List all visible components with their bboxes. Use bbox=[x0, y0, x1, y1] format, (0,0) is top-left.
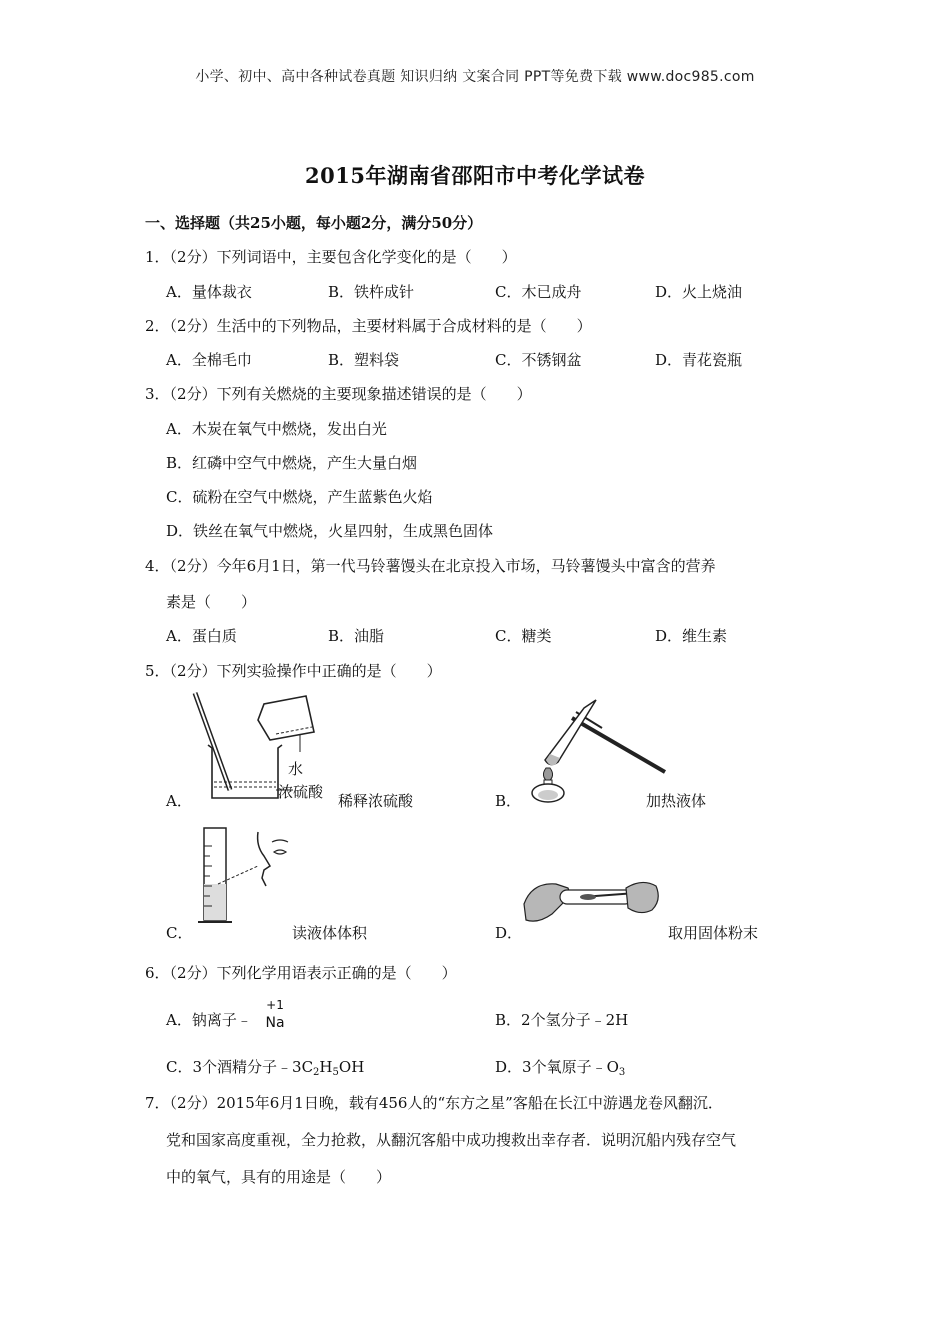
q6-option-a: A．钠离子﹣ bbox=[166, 1011, 252, 1029]
q4-stem-line1: 4．（2分）今年6月1日，第一代马铃薯馒头在北京投入市场，马铃薯馒头中富含的营养 bbox=[145, 557, 716, 575]
page-title: 2015年湖南省邵阳市中考化学试卷 bbox=[305, 163, 645, 188]
q5-option-a-letter: A． bbox=[166, 792, 192, 810]
acid-label: 浓硫酸 bbox=[278, 783, 324, 801]
q3-option-d: D．铁丝在氧气中燃烧，火星四射，生成黑色固体 bbox=[166, 522, 494, 540]
powder-figure bbox=[522, 874, 662, 930]
q5-option-c-caption: 读液体体积 bbox=[292, 924, 368, 942]
water-label: 水 bbox=[288, 760, 304, 778]
sodium-symbol: Na bbox=[265, 1015, 285, 1031]
q2-option-d: D．青花瓷瓶 bbox=[655, 351, 743, 369]
sodium-charge: +1 bbox=[266, 998, 284, 1012]
q2-option-b: B．塑料袋 bbox=[328, 351, 400, 369]
q3-option-c: C．硫粉在空气中燃烧，产生蓝紫色火焰 bbox=[166, 488, 433, 506]
q4-option-a: A．蛋白质 bbox=[166, 627, 237, 645]
q4-option-b: B．油脂 bbox=[328, 627, 385, 645]
q7-stem-line1: 7．（2分）2015年6月1日晚，载有456人的“东方之星”客船在长江中游遇龙卷风翻沉． bbox=[145, 1094, 723, 1112]
q2-option-a: A．全棉毛巾 bbox=[166, 351, 252, 369]
q6-stem: 6．（2分）下列化学用语表示正确的是（ ） bbox=[145, 964, 457, 982]
q3-option-b: B．红磷中空气中燃烧，产生大量白烟 bbox=[166, 454, 418, 472]
q4-stem-line2: 素是（ ） bbox=[166, 593, 257, 611]
q3-option-a: A．木炭在氧气中燃烧，发出白光 bbox=[166, 420, 387, 438]
q6-option-c: C．3个酒精分子$﹣3C_2H_5OH$ bbox=[166, 1058, 365, 1078]
q5-option-a-caption: 稀释浓硫酸 bbox=[338, 792, 414, 810]
q1-stem: 1．（2分）下列词语中，主要包含化学变化的是（ ） bbox=[145, 248, 517, 266]
q5-option-c-letter: C． bbox=[166, 924, 193, 942]
q2-option-c: C．不锈钢盆 bbox=[495, 351, 582, 369]
q5-option-d-letter: D． bbox=[495, 924, 523, 942]
q1-option-a: A．量体裁衣 bbox=[166, 283, 252, 301]
q5-option-d-caption: 取用固体粉末 bbox=[668, 924, 759, 942]
q5-option-b-letter: B． bbox=[495, 792, 522, 810]
q1-option-b: B．铁杵成针 bbox=[328, 283, 415, 301]
section-heading: 一、选择题（共25小题，每小题2分，满分50分） bbox=[145, 214, 483, 232]
page-header: 小学、初中、高中各种试卷真题 知识归纳 文案合同 PPT等免费下载 www.doc985.com bbox=[195, 69, 755, 85]
q3-stem: 3．（2分）下列有关燃烧的主要现象描述错误的是（ ） bbox=[145, 385, 532, 403]
q4-option-c: C．糖类 bbox=[495, 627, 552, 645]
q1-option-c: C．木已成舟 bbox=[495, 283, 582, 301]
q7-stem-line3: 中的氧气，具有的用途是（ ） bbox=[166, 1168, 392, 1186]
q2-stem: 2．（2分）生活中的下列物品，主要材料属于合成材料的是（ ） bbox=[145, 317, 592, 335]
q1-option-d: D．火上烧油 bbox=[655, 283, 743, 301]
q5-stem: 5．（2分）下列实验操作中正确的是（ ） bbox=[145, 662, 442, 680]
q6-option-b: B．2个氢分子﹣2H bbox=[495, 1011, 629, 1029]
q4-option-d: D．维生素 bbox=[655, 627, 728, 645]
q7-stem-line2: 党和国家高度重视，全力抢救，从翻沉客船中成功搜救出幸存者．说明沉船内残存空气 bbox=[166, 1131, 737, 1149]
heat-liquid-figure bbox=[520, 696, 670, 804]
q6-option-d: D．3个氧原子$﹣O_3$ bbox=[495, 1058, 626, 1078]
q5-option-b-caption: 加热液体 bbox=[646, 792, 707, 810]
read-volume-figure bbox=[196, 826, 291, 926]
